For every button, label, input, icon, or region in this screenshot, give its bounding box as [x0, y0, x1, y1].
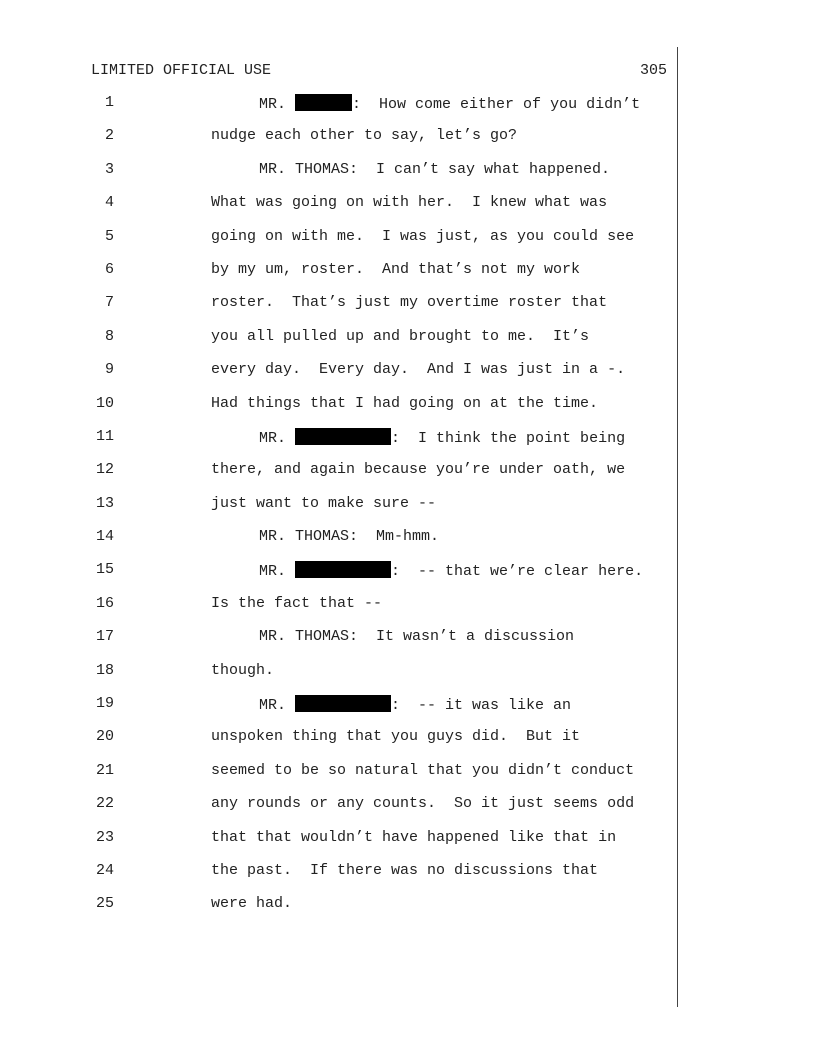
- line-text: [259, 428, 625, 447]
- line-content: every day. Every day. And I was just in a -.: [211, 361, 626, 379]
- line-text: [259, 94, 640, 113]
- transcript-lines: [0, 94, 677, 929]
- line-content: you all pulled up and brought to me. It’s: [211, 327, 590, 345]
- line-number: 19: [95, 695, 114, 713]
- line-number: 3: [104, 160, 114, 178]
- line-content: nudge each other to say, let’s go?: [211, 127, 518, 145]
- transcript-line: [0, 862, 677, 895]
- line-number: 6: [104, 260, 114, 278]
- page-number: 305: [639, 62, 667, 79]
- line-text: [259, 561, 643, 580]
- transcript-line: [0, 762, 677, 795]
- line-number: 8: [104, 327, 114, 345]
- line-text: [211, 762, 634, 779]
- transcript-line: [0, 528, 677, 561]
- line-number: 14: [95, 528, 114, 546]
- line-text: [211, 395, 598, 412]
- line-content: MR. THOMAS: Mm-hmm.: [259, 528, 440, 546]
- line-content: : How come either of you didn’t: [352, 96, 641, 113]
- line-content: MR. THOMAS: It wasn’t a discussion: [259, 628, 575, 646]
- line-number: 16: [95, 594, 114, 612]
- transcript-line: [0, 161, 677, 194]
- line-number: 20: [95, 728, 114, 746]
- line-content: : -- that we’re clear here.: [391, 563, 644, 581]
- line-number: 13: [95, 494, 114, 512]
- line-content: unspoken thing that you guys did. But it: [211, 728, 581, 746]
- transcript-line: [0, 294, 677, 327]
- line-text: [211, 228, 634, 245]
- line-content: MR. THOMAS: I can’t say what happened.: [259, 160, 611, 178]
- line-text: [211, 728, 580, 745]
- line-text: [259, 695, 571, 714]
- line-content: by my um, roster. And that’s not my work: [211, 260, 581, 278]
- line-number: 2: [104, 127, 114, 145]
- line-content: though.: [211, 661, 275, 679]
- line-content: going on with me. I was just, as you could see: [211, 227, 635, 245]
- transcript-line: [0, 328, 677, 361]
- transcript-line: [0, 361, 677, 394]
- line-text: [211, 595, 382, 612]
- line-number: 22: [95, 795, 114, 813]
- transcript-line: [0, 395, 677, 428]
- transcript-line: [0, 628, 677, 661]
- line-content: : -- it was like an: [391, 697, 572, 715]
- line-text: [211, 829, 616, 846]
- margin-rule: [677, 47, 678, 1007]
- line-content: : I think the point being: [391, 429, 626, 447]
- line-text: [211, 194, 607, 211]
- line-content: were had.: [211, 895, 293, 913]
- line-number: 24: [95, 861, 114, 879]
- transcript-line: [0, 561, 677, 594]
- line-number: 4: [104, 194, 114, 212]
- line-number: 10: [95, 394, 114, 412]
- speaker-label: MR.: [259, 429, 287, 447]
- line-text: [211, 795, 634, 812]
- line-number: 11: [95, 427, 114, 445]
- transcript-line: [0, 461, 677, 494]
- transcript-line: [0, 261, 677, 294]
- transcript-line: [0, 895, 677, 928]
- line-text: [211, 895, 292, 912]
- line-number: 15: [95, 561, 114, 579]
- line-number: 9: [104, 361, 114, 379]
- transcript-line: [0, 728, 677, 761]
- transcript-line: [0, 428, 677, 461]
- line-content: any rounds or any counts. So it just seems odd: [211, 795, 635, 813]
- line-content: What was going on with her. I knew what was: [211, 194, 608, 212]
- transcript-line: [0, 127, 677, 160]
- line-number: 12: [95, 461, 114, 479]
- line-content: there, and again because you’re under oath, we: [211, 461, 626, 479]
- transcript-line: [0, 94, 677, 127]
- line-text: [211, 662, 274, 679]
- line-content: the past. If there was no discussions that: [211, 861, 599, 879]
- line-text: [211, 862, 598, 879]
- line-text: [259, 528, 439, 545]
- redaction-block: [295, 695, 391, 712]
- line-content: seemed to be so natural that you didn’t conduct: [211, 761, 635, 779]
- redaction-block: [295, 428, 391, 445]
- line-text: [211, 328, 589, 345]
- line-text: [211, 294, 607, 311]
- speaker-label: MR.: [259, 96, 287, 113]
- line-content: Had things that I had going on at the time.: [211, 394, 599, 412]
- line-text: [259, 628, 574, 645]
- transcript-line: [0, 829, 677, 862]
- transcript-line: [0, 695, 677, 728]
- line-text: [211, 461, 625, 478]
- classification-header: LIMITED OFFICIAL USE: [91, 62, 272, 79]
- line-text: [211, 127, 517, 144]
- redaction-block: [295, 94, 352, 111]
- line-number: 21: [95, 761, 114, 779]
- line-number: 17: [95, 628, 114, 646]
- redaction-block: [295, 561, 391, 578]
- line-number: 5: [104, 227, 114, 245]
- line-content: just want to make sure --: [211, 494, 437, 512]
- line-text: [211, 361, 625, 378]
- line-content: that that wouldn’t have happened like that in: [211, 828, 617, 846]
- transcript-line: [0, 228, 677, 261]
- line-content: Is the fact that --: [211, 594, 383, 612]
- line-number: 18: [95, 661, 114, 679]
- line-number: 23: [95, 828, 114, 846]
- transcript-line: [0, 795, 677, 828]
- line-number: 1: [104, 94, 114, 111]
- transcript-line: [0, 194, 677, 227]
- transcript-line: [0, 495, 677, 528]
- speaker-label: MR.: [259, 563, 287, 581]
- speaker-label: MR.: [259, 697, 287, 715]
- line-text: [211, 261, 580, 278]
- line-content: roster. That’s just my overtime roster that: [211, 294, 608, 312]
- transcript-line: [0, 662, 677, 695]
- line-number: 25: [95, 895, 114, 913]
- line-number: 7: [104, 294, 114, 312]
- line-text: [259, 161, 610, 178]
- line-text: [211, 495, 436, 512]
- transcript-line: [0, 595, 677, 628]
